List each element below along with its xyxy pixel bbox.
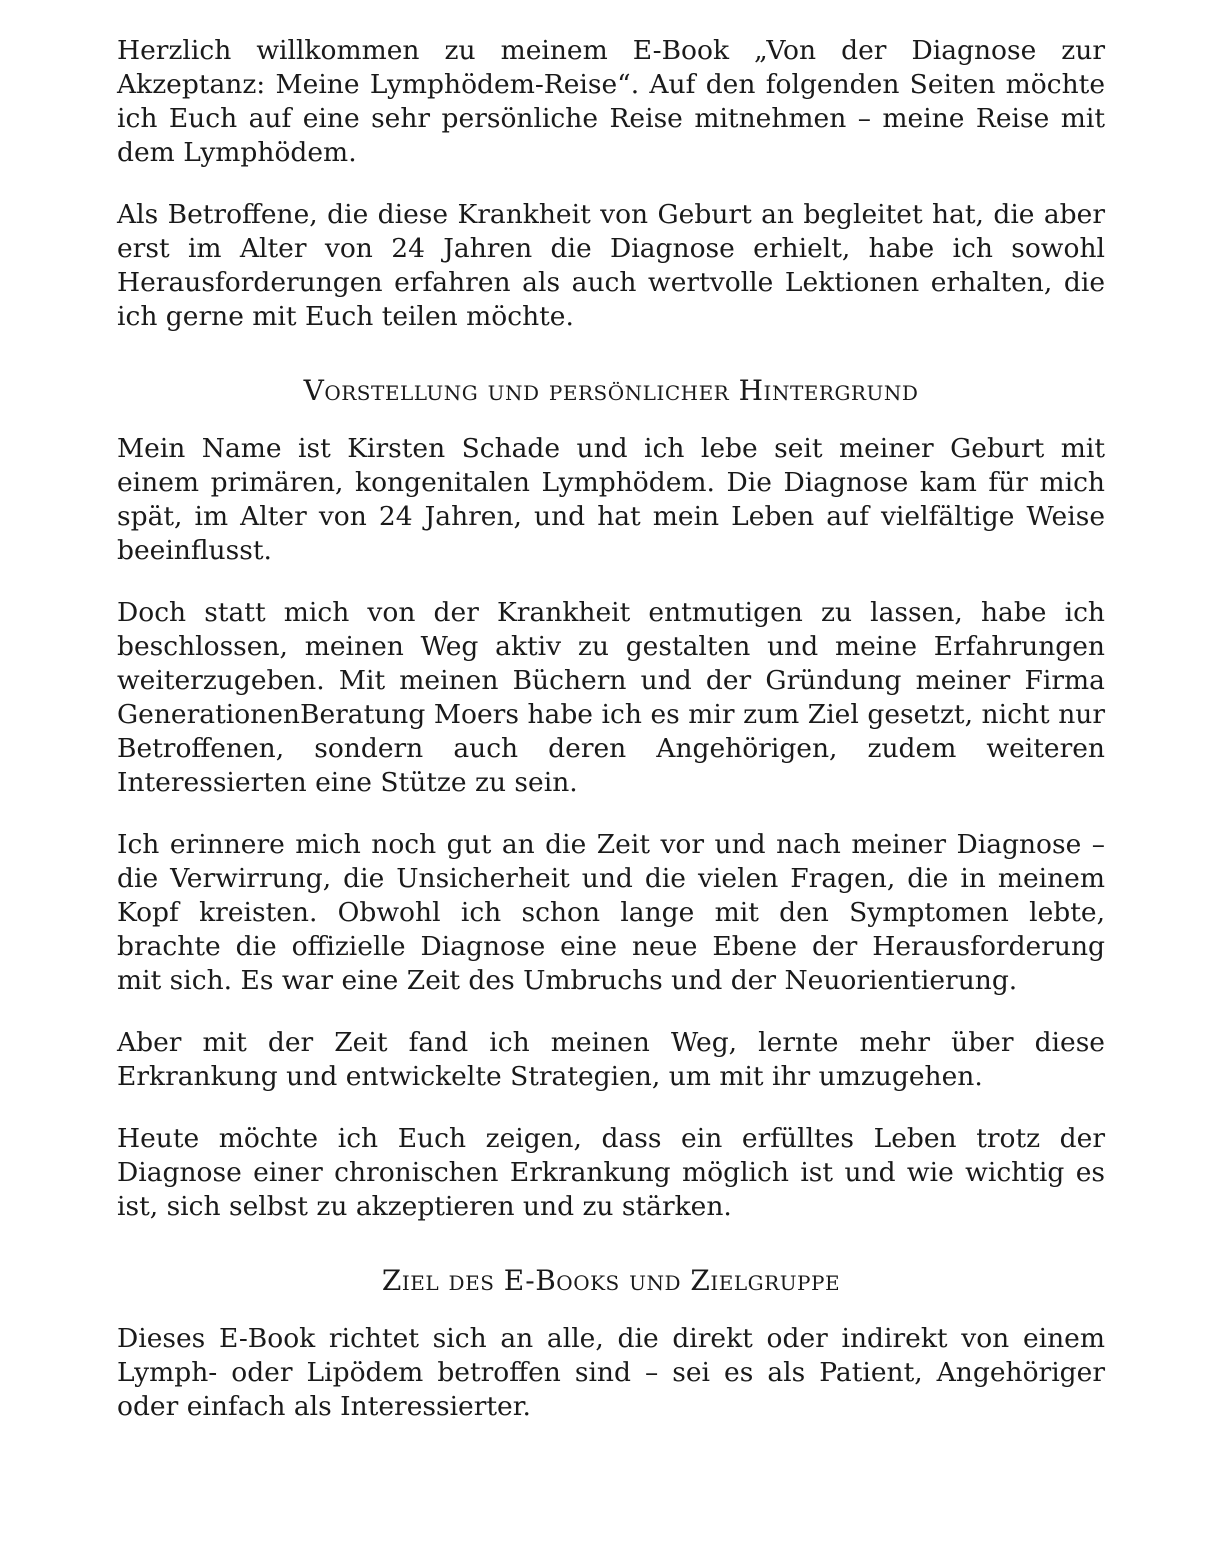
background-paragraph-2: Doch statt mich von der Krankheit entmutigen zu lassen, habe ich beschlossen, meinen Weg aktiv zu gestalten und meine Erfahrungen weiterzugeben. Mit meinen Büchern und der Gründung meiner Firma GenerationenBeratung Moers habe ich es mir zum Ziel gesetzt, nicht nur Betroffenen, sondern auch deren Angehörigen, zudem weiteren Interessierten eine Stütze zu sein.: [117, 597, 1105, 798]
intro-paragraph-2: Als Betroffene, die diese Krankheit von Geburt an begleitet hat, die aber erst im Alter von 24 Jahren die Diagnose erhielt, habe ich sowohl Herausforderungen erfahren als auch wertvolle Lektionen erhalten, die ich gerne mit Euch teilen möchte.: [117, 199, 1105, 332]
background-paragraph-1: Mein Name ist Kirsten Schade und ich lebe seit meiner Geburt mit einem primären, kongenitalen Lymphödem. Die Diagnose kam für mich spät, im Alter von 24 Jahren, und hat mein Leben auf vielfältige Weise beeinflusst.: [117, 433, 1105, 566]
background-paragraph-4: Aber mit der Zeit fand ich meinen Weg, lernte mehr über diese Erkrankung und entwickelte Strategien, um mit ihr umzugehen.: [117, 1027, 1105, 1092]
background-paragraph-5: Heute möchte ich Euch zeigen, dass ein erfülltes Leben trotz der Diagnose einer chronischen Erkrankung möglich ist und wie wichtig es ist, sich selbst zu akzeptieren und zu stärken.: [117, 1123, 1105, 1222]
intro-paragraph-1: Herzlich willkommen zu meinem E-Book „Von der Diagnose zur Akzeptanz: Meine Lymphödem-Reise“. Auf den folgenden Seiten möchte ich Euch auf eine sehr persönliche Reise mitnehmen – meine Reise mit dem Lymphödem.: [117, 35, 1105, 168]
goal-paragraph-1: Dieses E-Book richtet sich an alle, die direkt oder indirekt von einem Lymph- oder Lipödem betroffen sind – sei es als Patient, Angehöriger oder einfach als Interessierter.: [117, 1323, 1105, 1422]
section-heading-goal: Ziel des E-Books und Zielgruppe: [381, 1264, 841, 1297]
background-paragraph-3: Ich erinnere mich noch gut an die Zeit vor und nach meiner Diagnose – die Verwirrung, die Unsicherheit und die vielen Fragen, die in meinem Kopf kreisten. Obwohl ich schon lange mit den Symptomen lebte, brachte die offizielle Diagnose eine neue Ebene der Herausforderung mit sich. Es war eine Zeit des Umbruchs und der Neuorientierung.: [117, 829, 1105, 996]
ebook-page: [117, 34, 1105, 1452]
section-heading-background: Vorstellung und persönlicher Hintergrund: [303, 374, 919, 407]
